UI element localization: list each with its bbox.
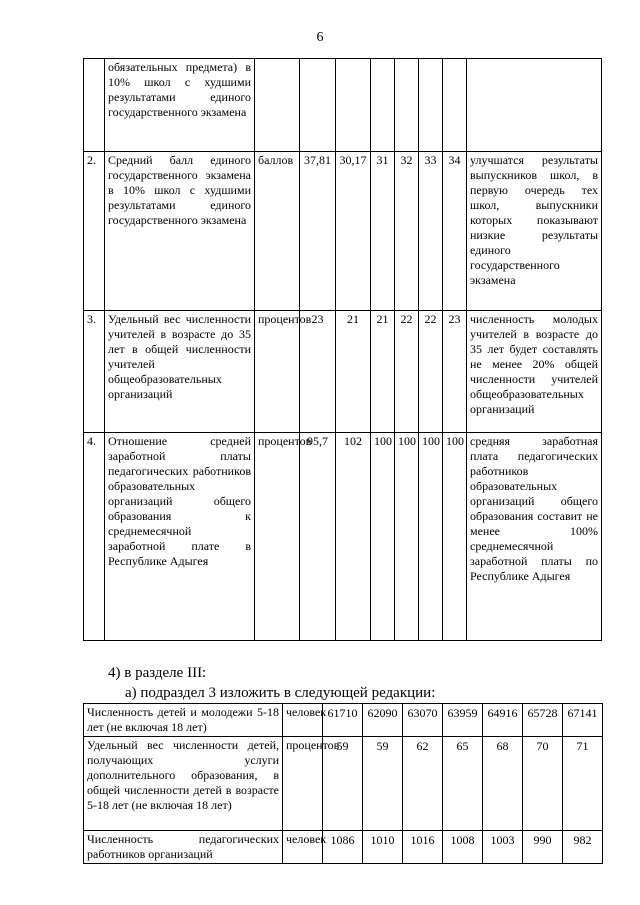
value-cell: 63070 [403,704,443,737]
value-cell: 65728 [523,704,563,737]
value-cell: 64916 [483,704,523,737]
value-cell: 1086 [323,831,363,864]
value-cell [395,59,419,152]
value-cell: 30,17 [336,152,371,311]
indicator-name: Удельный вес численности учителей в возрасте до 35 лет в общей численности учителей общеобразовательных организаций [105,311,255,433]
value-cell: 59 [363,737,403,831]
unit-cell: процентов [255,433,300,641]
indicator-name: Средний балл единого государственного экзамена в 10% школ с худшими результатами единого государственного экзамена [105,152,255,311]
value-cell: 68 [483,737,523,831]
value-cell: 990 [523,831,563,864]
value-cell [419,59,443,152]
table-row [84,433,602,641]
value-cell: 21 [371,311,395,433]
value-cell: 1003 [483,831,523,864]
value-cell: 1016 [403,831,443,864]
value-cell: 102 [336,433,371,641]
value-cell: 61710 [323,704,363,737]
value-cell: 23 [443,311,467,433]
row-number: 4. [84,433,105,641]
table-row [84,311,602,433]
value-cell [300,59,336,152]
value-cell: 33 [419,152,443,311]
note-cell: численность молодых учителей в возрасте до 35 лет будет составлять не менее 20% общей численности учителей общеобразовательных организаций [467,311,602,433]
table-row [84,737,603,831]
unit-cell: баллов [255,152,300,311]
value-cell: 100 [395,433,419,641]
indicator-name: Удельный вес численности детей, получающих услуги дополнительного образования, в общей численности детей в возрасте 5-18 лет (не включая 18 лет) [84,737,283,831]
subsection-table [83,703,603,864]
table-row [84,59,602,152]
page-number: 6 [316,30,324,45]
value-cell: 59 [323,737,363,831]
indicator-name: обязательных предмета) в 10% школ с худшими результатами единого государственного экзамена [105,59,255,152]
row-number [84,59,105,152]
value-cell: 70 [523,737,563,831]
unit-cell: человек [283,831,323,864]
table-row [84,152,602,311]
value-cell: 63959 [443,704,483,737]
value-cell: 22 [395,311,419,433]
value-cell: 22 [419,311,443,433]
unit-cell: процентов [255,311,300,433]
indicator-name: Отношение средней заработной платы педагогических работников образовательных организаций общего образования к среднемесячной заработной плате в Республике Адыгея [105,433,255,641]
value-cell: 71 [563,737,603,831]
value-cell: 62090 [363,704,403,737]
note-cell [467,59,602,152]
table-row [84,704,603,737]
value-cell: 1008 [443,831,483,864]
table-row [84,831,603,864]
section-heading: 4) в разделе III: [108,665,207,681]
value-cell: 23 [300,311,336,433]
value-cell: 32 [395,152,419,311]
note-cell: средняя заработная плата педагогических работников образовательных организаций общего образования составит не менее 100% среднемесячной заработной платы по Республике Адыгея [467,433,602,641]
value-cell [371,59,395,152]
value-cell: 95,7 [300,433,336,641]
value-cell: 982 [563,831,603,864]
value-cell: 21 [336,311,371,433]
value-cell: 65 [443,737,483,831]
value-cell [443,59,467,152]
note-cell: улучшатся результаты выпускников школ, в первую очередь тех школ, выпускники которых показывают низкие результаты единого государственного экзамена [467,152,602,311]
subsection-heading: а) подраздел 3 изложить в следующей редакции: [125,685,436,701]
unit-cell: процентов [283,737,323,831]
value-cell: 62 [403,737,443,831]
value-cell: 34 [443,152,467,311]
value-cell: 100 [419,433,443,641]
indicator-name: Численность педагогических работников организаций [84,831,283,864]
value-cell: 100 [371,433,395,641]
value-cell: 100 [443,433,467,641]
row-number: 2. [84,152,105,311]
value-cell: 67141 [563,704,603,737]
value-cell [336,59,371,152]
value-cell: 31 [371,152,395,311]
row-number: 3. [84,311,105,433]
indicator-name: Численность детей и молодежи 5-18 лет (не включая 18 лет) [84,704,283,737]
unit-cell [255,59,300,152]
indicators-table [83,58,602,641]
unit-cell: человек [283,704,323,737]
value-cell: 1010 [363,831,403,864]
value-cell: 37,81 [300,152,336,311]
